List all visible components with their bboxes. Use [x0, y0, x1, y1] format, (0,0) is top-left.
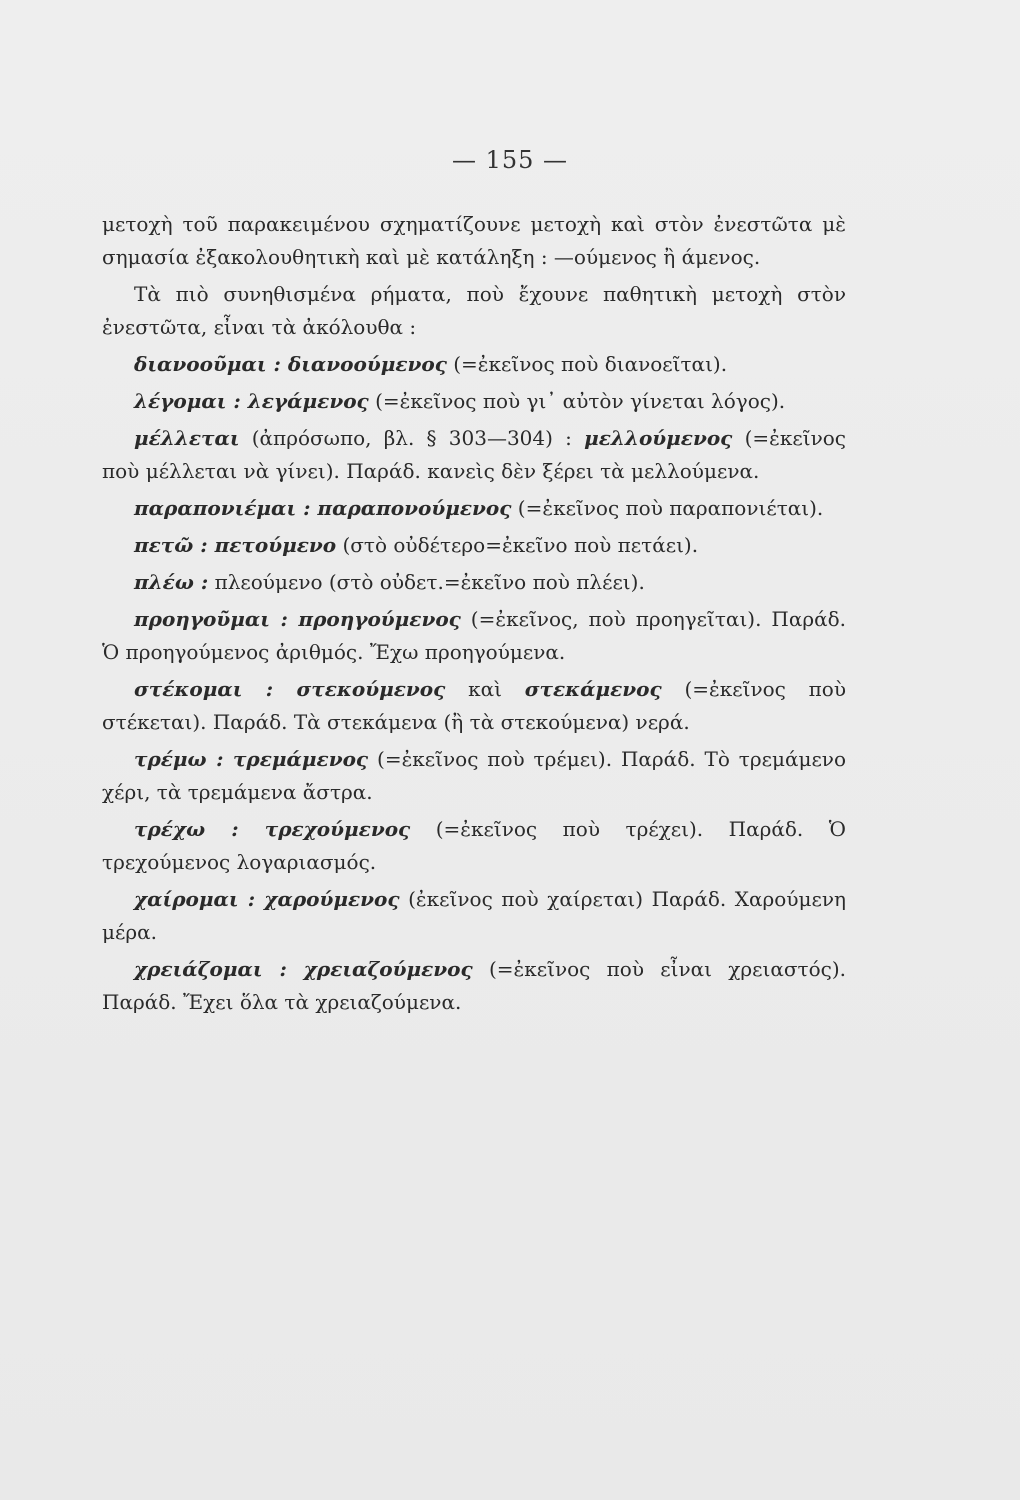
paragraph-p10: [102, 743, 846, 809]
paragraph-p8: [102, 603, 846, 669]
headword: τρέχω : τρεχούμενος: [134, 817, 411, 841]
body-text: (=ἐκεῖνος ποὺ εἶναι χρειαστός). Παράδ. Ἔχει ὅλα τὰ χρειαζούμενα.: [102, 957, 846, 1014]
paragraph-p1: [102, 278, 846, 344]
headword: παραπονιέμαι : παραπονούμενος: [134, 496, 512, 520]
headword: διανοοῦμαι : διανοούμενος: [134, 352, 447, 376]
body-text: (ἐκεῖνος ποὺ χαίρεται) Παράδ. Χαρούμενη μέρα.: [102, 887, 846, 944]
paragraph-p5: [102, 492, 846, 525]
body-text: (στὸ οὐδέτερο=ἐκεῖνο ποὺ πετάει).: [336, 533, 699, 557]
paragraph-p4: [102, 422, 846, 488]
headword: τρέμω : τρεμάμενος: [134, 747, 369, 771]
headword: μελλούμενος: [584, 426, 733, 450]
paragraph-p7: [102, 566, 846, 599]
page-number: — 155 —: [451, 146, 569, 174]
body-text: (=ἐκεῖνος ποὺ διανοεῖται).: [446, 352, 728, 376]
body-text: πλεούμενο (στὸ οὐδετ.=ἐκεῖνο ποὺ πλέει).: [208, 570, 645, 594]
body-text: (=ἐκεῖνος ποὺ μέλλεται νὰ γίνει). Παράδ. κανεὶς δὲν ξέρει τὰ μελλούμενα.: [102, 426, 846, 483]
headword: χαίρομαι : χαρούμενος: [134, 887, 400, 911]
paragraph-p2: [102, 348, 846, 381]
paragraph-p6: [102, 529, 846, 562]
body-text: μετοχὴ τοῦ παρακειμένου σχηματίζουνε μετοχὴ καὶ στὸν ἐνεστῶτα μὲ σημασία ἐξακολουθητικὴ καὶ μὲ κατάληξη : —ούμενος ἢ άμενος.: [102, 212, 846, 269]
body-text: καὶ: [445, 677, 525, 701]
paragraph-p9: [102, 673, 846, 739]
body-text: (=ἐκεῖνος ποὺ στέκεται). Παράδ. Τὰ στεκάμενα (ἢ τὰ στεκούμενα) νερά.: [102, 677, 846, 734]
body-text: (ἀπρόσωπο, βλ. § 303—304) :: [239, 426, 585, 450]
body-text: (=ἐκεῖνος ποὺ παραπονιέται).: [511, 496, 824, 520]
body-text: (=ἐκεῖνος ποὺ τρέμει). Παράδ. Τὸ τρεμάμενο χέρι, τὰ τρεμάμενα ἄστρα.: [102, 747, 847, 804]
body-text: (=ἐκεῖνος, ποὺ προηγεῖται). Παράδ. Ὁ προηγούμενος ἀριθμός. Ἔχω προηγούμενα.: [102, 607, 846, 664]
headword: χρειάζομαι : χρειαζούμενος: [134, 957, 473, 981]
headword: πετῶ : πετούμενο: [134, 533, 337, 557]
body-text: (=ἐκεῖνος ποὺ τρέχει). Παράδ. Ὁ τρεχούμενος λογαριασμός.: [102, 817, 846, 874]
paragraph-p12: [102, 883, 846, 949]
headword: προηγοῦμαι : προηγούμενος: [134, 607, 461, 631]
body-text: (=ἐκεῖνος ποὺ γι᾽ αὐτὸν γίνεται λόγος).: [368, 389, 786, 413]
page-text-body: [102, 208, 846, 1023]
headword: στέκομαι : στεκούμενος: [134, 677, 446, 701]
paragraph-p13: [102, 953, 846, 1019]
body-text: Τὰ πιὸ συνηθισμένα ρήματα, ποὺ ἔχουνε παθητικὴ μετοχὴ στὸν ἐνεστῶτα, εἶναι τὰ ἀκόλουθα :: [102, 282, 846, 339]
headword: στεκάμενος: [524, 677, 662, 701]
paragraph-p11: [102, 813, 846, 879]
headword: πλέω :: [134, 570, 209, 594]
headword: λέγομαι : λεγάμενος: [134, 389, 369, 413]
paragraph-p0: [102, 208, 846, 274]
paragraph-p3: [102, 385, 846, 418]
headword: μέλλεται: [134, 426, 240, 450]
